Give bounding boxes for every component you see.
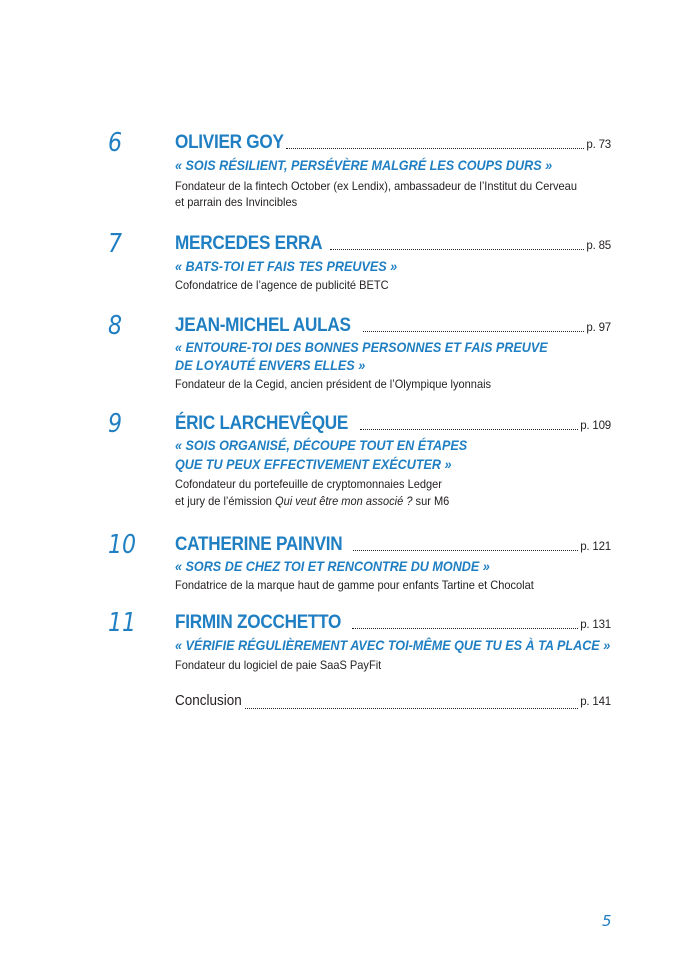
- chapter-number: 8: [108, 311, 123, 341]
- chapter-quote: « BATS-TOI ET FAIS TES PREUVES »: [175, 258, 398, 274]
- desc-text: et jury de l’émission: [175, 494, 276, 508]
- tv-show-title: Qui veut être mon associé ?: [275, 494, 413, 508]
- page-ref: p. 97: [586, 322, 611, 334]
- chapter-title-row[interactable]: [175, 313, 611, 337]
- desc-text: sur M6: [412, 494, 450, 508]
- chapter-name: CATHERINE PAINVIN: [175, 533, 343, 555]
- chapter-title-row[interactable]: [175, 231, 611, 255]
- chapter-number: 9: [108, 409, 123, 439]
- conclusion-label: Conclusion: [175, 692, 242, 709]
- chapter-title-row[interactable]: [175, 610, 611, 634]
- chapter-description: Fondatrice de la marque haut de gamme pour enfants Tartine et Chocolat: [175, 578, 534, 592]
- chapter-number: 10: [108, 530, 137, 560]
- chapter-description: et parrain des Invincibles: [175, 195, 298, 209]
- dot-leader: [353, 550, 578, 551]
- page-ref: p. 109: [580, 420, 611, 432]
- chapter-description: Cofondateur du portefeuille de cryptomonnaies Ledger: [175, 477, 442, 491]
- dot-leader: [330, 249, 584, 250]
- chapter-title-row[interactable]: [175, 130, 611, 154]
- page-ref: p. 131: [580, 619, 611, 631]
- chapter-description: Fondateur du logiciel de paie SaaS PayFit: [175, 658, 382, 672]
- page-ref: p. 121: [580, 541, 611, 553]
- chapter-name: OLIVIER GOY: [175, 131, 284, 153]
- chapter-quote: « SOIS ORGANISÉ, DÉCOUPE TOUT EN ÉTAPES: [175, 437, 468, 453]
- chapter-description: [175, 493, 580, 510]
- chapter-quote: « SORS DE CHEZ TOI ET RENCONTRE DU MONDE »: [175, 558, 490, 574]
- chapter-name: FIRMIN ZOCCHETTO: [175, 611, 342, 633]
- chapter-quote: « ENTOURE-TOI DES BONNES PERSONNES ET FAIS PREUVE: [175, 339, 548, 355]
- dot-leader: [245, 708, 578, 709]
- chapter-quote: QUE TU PEUX EFFECTIVEMENT EXÉCUTER »: [175, 456, 452, 472]
- page-ref: p. 141: [580, 696, 611, 708]
- chapter-number: 7: [108, 229, 123, 259]
- chapter-description: Fondateur de la fintech October (ex Lendix), ambassadeur de l’Institut du Cerveau: [175, 179, 577, 193]
- page-ref: p. 73: [586, 139, 611, 151]
- chapter-title-row[interactable]: [175, 411, 611, 435]
- chapter-quote: « VÉRIFIE RÉGULIÈREMENT AVEC TOI-MÊME QUE TU ES À TA PLACE »: [175, 637, 611, 653]
- chapter-quote: « SOIS RÉSILIENT, PERSÉVÈRE MALGRÉ LES COUPS DURS »: [175, 157, 553, 173]
- page-ref: p. 85: [586, 240, 611, 252]
- dot-leader: [286, 148, 584, 149]
- chapter-title-row[interactable]: [175, 532, 611, 556]
- chapter-name: JEAN-MICHEL AULAS: [175, 314, 351, 336]
- chapter-description: Cofondatrice de l’agence de publicité BETC: [175, 278, 389, 292]
- chapter-name: MERCEDES ERRA: [175, 232, 323, 254]
- dot-leader: [360, 429, 578, 430]
- page-number: 5: [602, 912, 612, 930]
- chapter-description: Fondateur de la Cegid, ancien président de l’Olympique lyonnais: [175, 377, 492, 391]
- chapter-quote: DE LOYAUTÉ ENVERS ELLES »: [175, 357, 366, 373]
- dot-leader: [363, 331, 585, 332]
- chapter-name: ÉRIC LARCHEVÊQUE: [175, 412, 349, 434]
- chapter-number: 6: [108, 128, 123, 158]
- dot-leader: [352, 628, 578, 629]
- chapter-number: 11: [108, 608, 137, 638]
- toc-entry-conclusion[interactable]: [175, 692, 611, 714]
